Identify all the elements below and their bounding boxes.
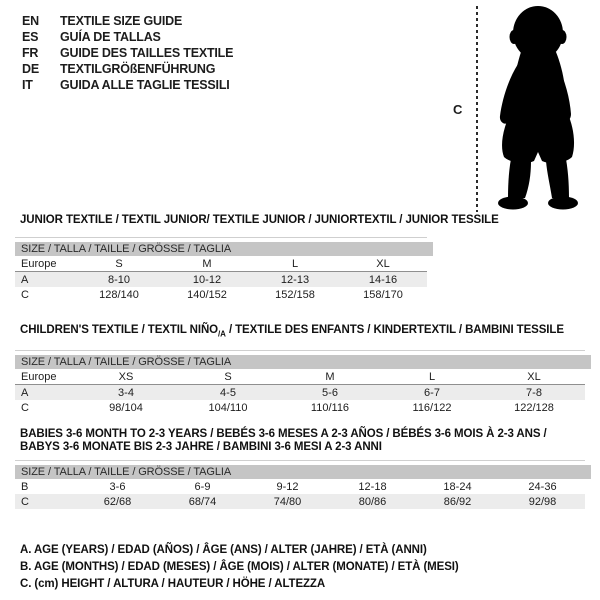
size-cell: L <box>381 369 483 385</box>
size-cell: 74/80 <box>273 495 302 508</box>
section-children <box>15 324 585 415</box>
size-cell: 110/116 <box>310 401 350 414</box>
size-cell: 158/170 <box>363 288 403 301</box>
table-row-height <box>15 494 585 509</box>
footnote-a: A. AGE (YEARS) / EDAD (AÑOS) / ÂGE (ANS) / ALTER (JAHRE) / ETÀ (ANNI) <box>20 544 427 557</box>
size-cell: 5-6 <box>322 386 338 399</box>
table-top-rule <box>15 237 427 238</box>
language-code: EN <box>22 14 39 28</box>
size-cell: 9-12 <box>276 480 299 493</box>
size-cell: 3-6 <box>109 480 126 493</box>
section-junior <box>15 214 585 302</box>
size-cell: 4-5 <box>220 386 236 399</box>
height-measure-figure <box>447 4 597 216</box>
size-cell: 14-16 <box>368 273 398 286</box>
row-label: C <box>21 401 29 414</box>
size-cell: XL <box>339 256 427 272</box>
children-title-post: / TEXTILE DES ENFANTS / KINDERTEXTIL / BAMBINI TESSILE <box>225 324 564 336</box>
children-size-header-bar: SIZE / TALLA / TAILLE / GRÖSSE / TAGLIA <box>15 355 591 369</box>
junior-section-title: JUNIOR TEXTILE / TEXTIL JUNIOR/ TEXTILE JUNIOR / JUNIORTEXTIL / JUNIOR TESSILE <box>20 214 499 226</box>
language-code: FR <box>22 46 39 60</box>
table-row-height <box>15 400 585 415</box>
language-label: TEXTILGRÖßENFÜHRUNG <box>60 62 216 76</box>
children-size-table <box>15 369 585 415</box>
babies-size-header-bar: SIZE / TALLA / TAILLE / GRÖSSE / TAGLIA <box>15 465 591 479</box>
table-row-europe <box>15 369 585 385</box>
children-title-sub: /A <box>218 329 226 339</box>
size-cell: XL <box>483 369 585 385</box>
size-cell: 18-24 <box>443 480 472 493</box>
footnote-c: C. (cm) HEIGHT / ALTURA / HAUTEUR / HÖHE / ALTEZZA <box>20 578 326 591</box>
size-cell: 24-36 <box>528 480 557 493</box>
language-label: GUÍA DE TALLAS <box>60 30 161 44</box>
table-row-months <box>15 479 585 494</box>
size-cell: 68/74 <box>188 495 217 508</box>
language-code: IT <box>22 78 33 92</box>
size-cell: 6-7 <box>424 386 440 399</box>
footnotes <box>20 542 585 593</box>
size-cell: 7-8 <box>526 386 542 399</box>
content <box>0 214 600 593</box>
size-cell: 8-10 <box>107 273 131 286</box>
row-label: C <box>21 288 29 301</box>
language-label: GUIDA ALLE TAGLIE TESSILI <box>60 78 230 92</box>
size-cell: XS <box>75 369 177 385</box>
row-label: Europe <box>15 369 75 385</box>
size-cell: 116/122 <box>412 401 452 414</box>
babies-section-title <box>20 428 585 454</box>
row-label: Europe <box>15 256 75 272</box>
size-cell: 98/104 <box>109 401 143 414</box>
table-top-rule <box>15 350 585 351</box>
language-code: DE <box>22 62 39 76</box>
height-measure-label: C <box>453 102 463 117</box>
table-row-age <box>15 272 427 288</box>
size-cell: 6-9 <box>194 480 211 493</box>
babies-size-table <box>15 479 585 509</box>
table-row-height <box>15 287 427 302</box>
children-section-title <box>20 324 585 340</box>
junior-size-table <box>15 256 427 302</box>
language-code: ES <box>22 30 39 44</box>
baby-silhouette-icon <box>483 4 595 214</box>
size-cell: M <box>163 256 251 272</box>
size-cell: 128/140 <box>99 288 139 301</box>
table-row-age <box>15 385 585 401</box>
size-cell: 152/158 <box>275 288 315 301</box>
size-cell: M <box>279 369 381 385</box>
language-label: GUIDE DES TAILLES TEXTILE <box>60 46 234 60</box>
size-cell: 92/98 <box>528 495 557 508</box>
size-cell: 104/110 <box>208 401 248 414</box>
babies-title-line2: BABYS 3-6 MONATE BIS 2-3 JAHRE / BAMBINI 3-6 MESI A 2-3 ANNI <box>20 441 382 454</box>
row-label: B <box>21 480 29 493</box>
size-cell: 10-12 <box>192 273 222 286</box>
junior-size-header-bar: SIZE / TALLA / TAILLE / GRÖSSE / TAGLIA <box>15 242 433 256</box>
row-label: A <box>21 273 29 286</box>
size-cell: L <box>251 256 339 272</box>
size-cell: 62/68 <box>103 495 132 508</box>
size-cell: S <box>177 369 279 385</box>
size-cell: 12-18 <box>358 480 387 493</box>
size-cell: 12-13 <box>280 273 310 286</box>
babies-title-line1: BABIES 3-6 MONTH TO 2-3 YEARS / BEBÉS 3-6 MESES A 2-3 AÑOS / BÉBÉS 3-6 MOIS À 2-3 ANS / <box>20 428 547 441</box>
children-title-pre: CHILDREN'S TEXTILE / TEXTIL NIÑO <box>20 324 219 336</box>
size-cell: S <box>75 256 163 272</box>
row-label: C <box>21 495 29 508</box>
size-cell: 3-4 <box>118 386 134 399</box>
size-cell: 122/128 <box>514 401 554 414</box>
language-label: TEXTILE SIZE GUIDE <box>60 14 183 28</box>
table-row-europe <box>15 256 427 272</box>
row-label: A <box>21 386 29 399</box>
dotted-measure-line <box>476 6 478 212</box>
size-cell: 86/92 <box>443 495 472 508</box>
section-babies <box>15 428 585 509</box>
footnote-b: B. AGE (MONTHS) / EDAD (MESES) / ÂGE (MOIS) / ALTER (MONATE) / ETÀ (MESI) <box>20 561 459 574</box>
size-cell: 140/152 <box>187 288 227 301</box>
size-cell: 80/86 <box>358 495 387 508</box>
header <box>0 0 600 200</box>
table-top-rule <box>15 460 585 461</box>
